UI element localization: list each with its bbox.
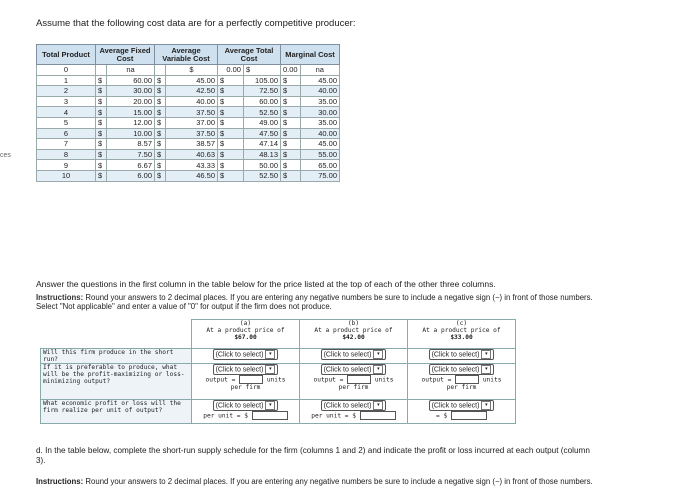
cell-mc-dollar: $ — [281, 86, 301, 97]
col-b-header: (b) At a product price of $42.00 — [300, 320, 408, 349]
cell-afc-dollar: $ — [96, 170, 107, 181]
cell-afc-dollar: $ — [96, 160, 107, 171]
output-select-b[interactable]: (Click to select) ▾ — [321, 364, 387, 375]
cell-atc-dollar: 0.00 — [218, 65, 244, 76]
cell-avc: 37.50 — [166, 107, 218, 118]
cell-mc-dollar: $ — [281, 117, 301, 128]
cell-afc-dollar: $ — [96, 149, 107, 160]
cell-mc: 40.00 — [300, 86, 339, 97]
cell-atc: 52.50 — [243, 107, 280, 118]
cell-avc: 40.63 — [166, 149, 218, 160]
cell-total-product: 3 — [37, 96, 96, 107]
cost-table — [36, 44, 340, 182]
output-input-c[interactable] — [455, 375, 479, 384]
instructions-1 — [36, 293, 602, 311]
cell-mc: 35.00 — [300, 96, 339, 107]
header-avc: Average Variable Cost — [155, 45, 218, 65]
chevron-down-icon: ▾ — [265, 401, 275, 410]
profit-select-c[interactable]: (Click to select) ▾ — [429, 400, 495, 411]
table-row — [37, 65, 340, 76]
cell-total-product: 2 — [37, 86, 96, 97]
chevron-down-icon: ▾ — [265, 365, 275, 374]
cell-afc: 60.00 — [107, 75, 155, 86]
cell-atc: 72.50 — [243, 86, 280, 97]
table-row — [37, 170, 340, 181]
table-row — [37, 160, 340, 171]
header-mc: Marginal Cost — [281, 45, 340, 65]
cell-atc: 60.00 — [243, 96, 280, 107]
cell-mc-dollar: $ — [281, 96, 301, 107]
chevron-down-icon: ▾ — [265, 350, 275, 359]
cell-afc-dollar: $ — [96, 107, 107, 118]
header-atc: Average Total Cost — [218, 45, 281, 65]
cell-atc: 48.13 — [243, 149, 280, 160]
cell-avc: 43.33 — [166, 160, 218, 171]
cell-total-product: 1 — [37, 75, 96, 86]
produce-select-c[interactable]: (Click to select) ▾ — [429, 349, 495, 360]
cell-atc: $ — [243, 65, 280, 76]
cell-avc-dollar: $ — [155, 86, 166, 97]
cell-afc-dollar: $ — [96, 139, 107, 150]
profit-select-a[interactable]: (Click to select) ▾ — [213, 400, 279, 411]
instructions-1-label: Instructions: — [36, 293, 84, 302]
cell-total-product: 0 — [37, 65, 96, 76]
table-row — [37, 107, 340, 118]
cell-mc: 65.00 — [300, 160, 339, 171]
chevron-down-icon: ▾ — [373, 401, 383, 410]
cell-atc: 50.00 — [243, 160, 280, 171]
cell-atc: 47.50 — [243, 128, 280, 139]
profit-input-b[interactable] — [360, 411, 396, 420]
output-input-b[interactable] — [347, 375, 371, 384]
produce-select-b[interactable]: (Click to select) ▾ — [321, 349, 387, 360]
cell-afc: 6.67 — [107, 160, 155, 171]
cell-total-product: 9 — [37, 160, 96, 171]
cell-afc: 15.00 — [107, 107, 155, 118]
cell-mc-dollar: 0.00 — [281, 65, 301, 76]
output-select-c[interactable]: (Click to select) ▾ — [429, 364, 495, 375]
cell-total-product: 8 — [37, 149, 96, 160]
cell-mc: 40.00 — [300, 128, 339, 139]
cell-afc: 6.00 — [107, 170, 155, 181]
cell-avc-dollar: $ — [155, 149, 166, 160]
table-row — [37, 75, 340, 86]
cell-afc: 7.50 — [107, 149, 155, 160]
chevron-down-icon: ▾ — [373, 350, 383, 359]
question-table — [40, 319, 516, 424]
table-row — [37, 117, 340, 128]
cell-avc-dollar: $ — [155, 170, 166, 181]
question-produce: Will this firm produce in the short run? — [41, 349, 192, 364]
cell-avc: 40.00 — [166, 96, 218, 107]
cell-mc-dollar: $ — [281, 128, 301, 139]
cell-atc-dollar: $ — [218, 86, 244, 97]
profit-select-b[interactable]: (Click to select) ▾ — [321, 400, 387, 411]
col-a-header: (a) At a product price of $67.00 — [192, 320, 300, 349]
cell-mc-dollar: $ — [281, 160, 301, 171]
cell-total-product: 10 — [37, 170, 96, 181]
chevron-down-icon: ▾ — [481, 350, 491, 359]
part-d-text: d. In the table below, complete the short-run supply schedule for the firm (columns 1 and 2) and indicate the profit or loss incurred at each output (column 3). — [36, 446, 590, 465]
cell-atc-dollar: $ — [218, 149, 244, 160]
cell-atc: 49.00 — [243, 117, 280, 128]
side-cut-label: ces — [0, 152, 11, 159]
table-row — [37, 149, 340, 160]
cell-avc-dollar: $ — [155, 139, 166, 150]
row-profit: What economic profit or loss will the firm realize per unit of output? (Click to select) ▾ per unit = $ (Click to select) ▾ per unit = $ (Click to select) ▾ = $ — [41, 400, 516, 424]
cell-mc: na — [300, 65, 339, 76]
cell-total-product: 4 — [37, 107, 96, 118]
cell-mc: 55.00 — [300, 149, 339, 160]
cell-avc-dollar: $ — [155, 160, 166, 171]
cell-atc: 52.50 — [243, 170, 280, 181]
cell-avc: 37.00 — [166, 117, 218, 128]
cell-afc-dollar: $ — [96, 86, 107, 97]
cell-afc: na — [107, 65, 155, 76]
cell-total-product: 5 — [37, 117, 96, 128]
instructions-2-label: Instructions: — [36, 477, 84, 486]
cell-mc: 45.00 — [300, 139, 339, 150]
cell-mc-dollar: $ — [281, 107, 301, 118]
cell-avc-dollar: $ — [155, 117, 166, 128]
cell-mc-dollar: $ — [281, 75, 301, 86]
cell-mc: 30.00 — [300, 107, 339, 118]
cell-afc-dollar: $ — [96, 75, 107, 86]
cell-atc-dollar: $ — [218, 139, 244, 150]
header-total-product: Total Product — [37, 45, 96, 65]
output-input-a[interactable] — [239, 375, 263, 384]
profit-input-c[interactable] — [451, 411, 487, 420]
profit-input-a[interactable] — [252, 411, 288, 420]
cell-avc-dollar: $ — [155, 128, 166, 139]
cell-afc: 12.00 — [107, 117, 155, 128]
instructions-1-text: Round your answers to 2 decimal places. If you are entering any negative numbers be sure to include a negative sign (−) in front of those numbers. Select "Not applicable" and enter a value of "0" for output if the firm does not produce. — [36, 293, 593, 311]
answer-instruction: Answer the questions in the first column in the table below for the price listed at the top of each of the other three columns. — [36, 279, 496, 289]
row-produce — [41, 349, 516, 364]
cell-mc-dollar: $ — [281, 170, 301, 181]
cell-atc-dollar: $ — [218, 107, 244, 118]
cell-total-product: 6 — [37, 128, 96, 139]
cell-afc: 8.57 — [107, 139, 155, 150]
cell-avc: 46.50 — [166, 170, 218, 181]
cell-avc: 45.00 — [166, 75, 218, 86]
cell-mc: 45.00 — [300, 75, 339, 86]
cell-total-product: 7 — [37, 139, 96, 150]
instructions-2 — [36, 477, 616, 486]
cell-avc-dollar: $ — [155, 107, 166, 118]
chevron-down-icon: ▾ — [373, 365, 383, 374]
cell-mc: 35.00 — [300, 117, 339, 128]
cell-atc: 47.14 — [243, 139, 280, 150]
intro-text: Assume that the following cost data are for a perfectly competitive producer: — [36, 18, 356, 29]
cell-avc: 38.57 — [166, 139, 218, 150]
question-profit: What economic profit or loss will the firm realize per unit of output? — [41, 400, 192, 424]
cell-atc-dollar: $ — [218, 117, 244, 128]
cell-avc: 42.50 — [166, 86, 218, 97]
instructions-2-text: Round your answers to 2 decimal places. If you are entering any negative numbers be sure to include a negative sign (−) in front of those numbers. — [85, 477, 593, 486]
cell-avc-dollar: $ — [155, 96, 166, 107]
cell-atc-dollar: $ — [218, 128, 244, 139]
cell-afc-dollar — [96, 65, 107, 76]
cell-avc-dollar — [155, 65, 166, 76]
cost-table-header — [37, 45, 340, 65]
header-afc: Average Fixed Cost — [96, 45, 155, 65]
cell-avc: $ — [166, 65, 218, 76]
output-select-a[interactable]: (Click to select) ▾ — [213, 364, 279, 375]
table-row — [37, 139, 340, 150]
chevron-down-icon: ▾ — [481, 401, 491, 410]
cell-mc: 75.00 — [300, 170, 339, 181]
cell-afc-dollar: $ — [96, 128, 107, 139]
cell-atc-dollar: $ — [218, 170, 244, 181]
row-output: If it is preferable to produce, what will be the profit-maximizing or loss-minimizing output? (Click to select) ▾ output = units per firm (Click to select) ▾ output = units per firm (Click to select) ▾ output = units per firm — [41, 364, 516, 400]
col-c-header: (c) At a product price of $33.00 — [408, 320, 516, 349]
produce-select-a[interactable]: (Click to select) ▾ — [213, 349, 279, 360]
cell-atc-dollar: $ — [218, 160, 244, 171]
cell-avc-dollar: $ — [155, 75, 166, 86]
cell-afc-dollar: $ — [96, 117, 107, 128]
table-row — [37, 128, 340, 139]
cell-afc: 30.00 — [107, 86, 155, 97]
cell-avc: 37.50 — [166, 128, 218, 139]
cell-afc-dollar: $ — [96, 96, 107, 107]
table-row — [37, 96, 340, 107]
cell-atc-dollar: $ — [218, 96, 244, 107]
chevron-down-icon: ▾ — [481, 365, 491, 374]
cell-atc: 105.00 — [243, 75, 280, 86]
cell-atc-dollar: $ — [218, 75, 244, 86]
cell-mc-dollar: $ — [281, 139, 301, 150]
table-row — [37, 86, 340, 97]
question-output: If it is preferable to produce, what will be the profit-maximizing or loss-minimizing output? — [41, 364, 192, 400]
cell-mc-dollar: $ — [281, 149, 301, 160]
cell-afc: 20.00 — [107, 96, 155, 107]
cell-afc: 10.00 — [107, 128, 155, 139]
